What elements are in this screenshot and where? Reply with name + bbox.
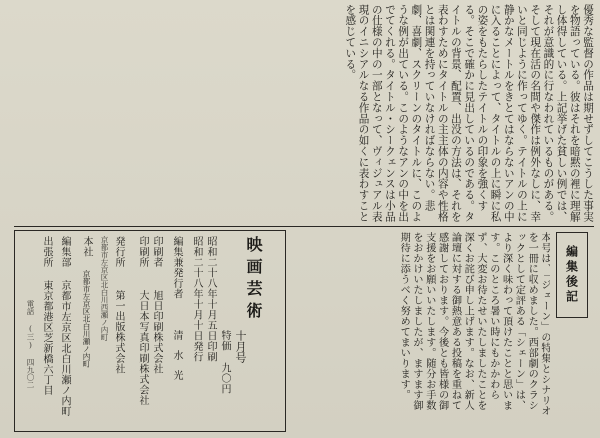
editor-name: 清水光	[171, 330, 182, 390]
printer-name: 旭日印刷株式会社	[151, 290, 162, 374]
printing-office: 大日本写真印刷株式会社	[137, 290, 148, 406]
head-office-label: 本社	[81, 236, 92, 257]
sales-office-address: 東京都港区芝新橋六丁目	[41, 280, 52, 396]
magazine-title: 映画芸術	[244, 236, 263, 324]
editorial-heading	[556, 232, 588, 318]
editorial-office-address: 京都市左京区北白川瀬ノ内町	[59, 280, 70, 417]
editorial-office-label: 編集部	[59, 236, 70, 268]
published-date: 昭和二十八年十月十日発行	[191, 236, 202, 362]
phone-number: 電話 (三) 四九〇二	[26, 300, 35, 389]
publisher-name: 第一出版株式会社	[113, 290, 124, 374]
publisher-label: 発行所	[113, 236, 124, 268]
publisher-address: 京都市左京区北白川西瀬ノ内町	[100, 236, 109, 341]
printer-label: 印刷者	[151, 236, 162, 268]
price-line: 特価 九〇円	[219, 330, 230, 394]
printing-office-label: 印刷所	[137, 236, 148, 268]
issue-label: 十月号	[234, 330, 247, 363]
editorial-body: 本号は、「ジェーン」の特集とシナリオを一冊に収めました。西部劇のクラシックとして定評ある「シェーン」は、より深く味わって頂けたことと思います。このところ暑い時にもかかわらず、大変お待たせいたしましたことを深くお詫び申し上げます。なお、新人論壇に対する御熱意ある投稿を重ねて感謝しております。今後とも皆様の御支援をお願いいたします。随分お手数をおかけいたしましたが、ますます御期待に添うべく努めてまいります。	[398, 232, 550, 416]
head-office-address: 京都市左京区北白川瀬ノ内町	[82, 270, 91, 368]
section-divider	[14, 226, 594, 227]
editor-label: 編集兼発行者	[171, 236, 182, 299]
article-body: 優秀な監督の作品は期せずしてこうした事実を物語っている。彼はそれを暗黙の裡に理解し体得している。上記挙げた貧しい例では、それが意識的に行なわれているものがある。そして現在活の名間や傑作は例外なしに、幸いと同じように作ってゆく。テイトルの上に静かなメートルをきとてはならないアンの中に入ることによって、タイトルの上に瞬に私の姿をもたらしたテイトルの印象を強くする。そこで確かに見出しているのである。タイトルの背景、配置、出没の方法は、それを表わすためにタイトルの主主体の内容や性格とは関連を持っていなければならない。悲劇、喜劇、スクリーンのタイトルに、このような例が出ている。このようなアンの中を出でてくれる。タイトル・シークェンスは小品の仕様の中の一部となって、ヴィジュアル表現のイニシアルなる作品の如くに表わすことを感じている。	[344, 4, 594, 222]
editorial-heading-text: 編集後記	[564, 245, 579, 305]
sales-office-label: 出張所	[41, 236, 52, 268]
printed-date: 昭和二十八年十月五日印刷	[205, 236, 216, 362]
